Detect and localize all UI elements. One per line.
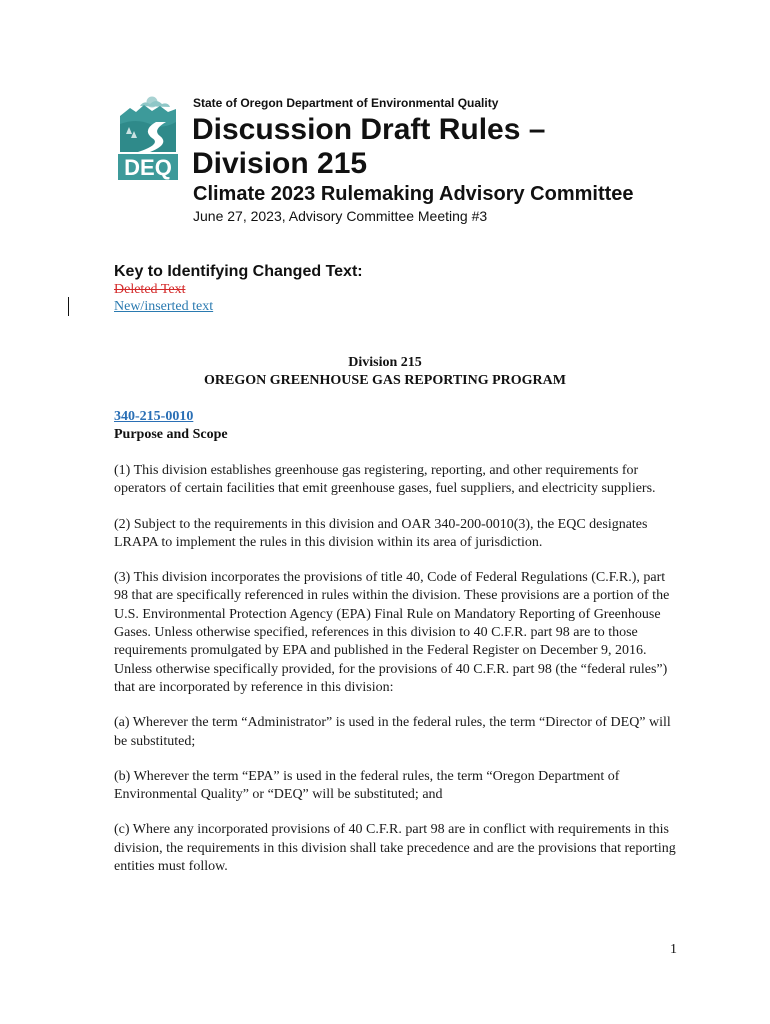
paragraph-3c: (c) Where any incorporated provisions of 40 C.F.R. part 98 are in conflict with requirements in this division, the requirements in this division shall take precedence and are the provisions that reporting entities must follow. xyxy=(114,822,676,875)
paragraph-3: (3) This division incorporates the provisions of title 40, Code of Federal Regulations (C.F.R.), part 98 that are specifically referenced in rules within the division. These provisions are a portion of the U.S. Environmental Protection Agency (EPA) Final Rule on Mandatory Reporting of Greenhouse Gases. Unless otherwise specified, references in this division to 40 C.F.R. part 98 are to those requirements promulgated by EPA and published in the Federal Register on December 9, 2016. Unless otherwise specifically provided, for the provisions of 40 C.F.R. part 98 (the “federal rules”) that are incorporated by reference in this division: xyxy=(114,570,670,695)
paragraph-3b: (b) Wherever the term “EPA” is used in the federal rules, the term “Oregon Department of Environmental Quality” or “DEQ” will be substituted; and xyxy=(114,768,620,803)
paragraph-1: (1) This division establishes greenhouse gas registering, reporting, and other requirements for operators of certain facilities that emit greenhouse gases, fuel suppliers, and electricity suppliers. xyxy=(114,463,656,497)
division-name: OREGON GREENHOUSE GAS REPORTING PROGRAM xyxy=(204,373,566,388)
committee-subtitle: Climate 2023 Rulemaking Advisory Committee xyxy=(193,183,634,205)
title-line-2: Division 215 xyxy=(192,147,368,180)
page-title xyxy=(192,113,545,181)
rule-title: Purpose and Scope xyxy=(114,427,228,442)
paragraph-2: (2) Subject to the requirements in this division and OAR 340-200-0010(3), the EQC designates LRAPA to implement the rules in this division within its area of jurisdiction. xyxy=(114,516,648,550)
agency-name: State of Oregon Department of Environmental Quality xyxy=(193,96,499,110)
logo-text: DEQ xyxy=(124,155,172,180)
change-bar xyxy=(68,297,69,316)
key-deleted-text: Deleted Text xyxy=(114,282,186,297)
page-number: 1 xyxy=(670,942,677,957)
key-heading: Key to Identifying Changed Text: xyxy=(114,263,363,280)
title-line-1: Discussion Draft Rules – xyxy=(192,113,546,146)
key-inserted-text: New/inserted text xyxy=(114,299,214,314)
paragraph-3a: (a) Wherever the term “Administrator” is used in the federal rules, the term “Director of DEQ” will be substituted; xyxy=(114,715,671,749)
division-number: Division 215 xyxy=(348,355,422,370)
rule-number-link[interactable]: 340-215-0010 xyxy=(114,409,194,424)
rule-body xyxy=(114,462,680,893)
meeting-date: June 27, 2023, Advisory Committee Meeting #3 xyxy=(193,208,488,224)
deq-logo xyxy=(116,94,182,184)
